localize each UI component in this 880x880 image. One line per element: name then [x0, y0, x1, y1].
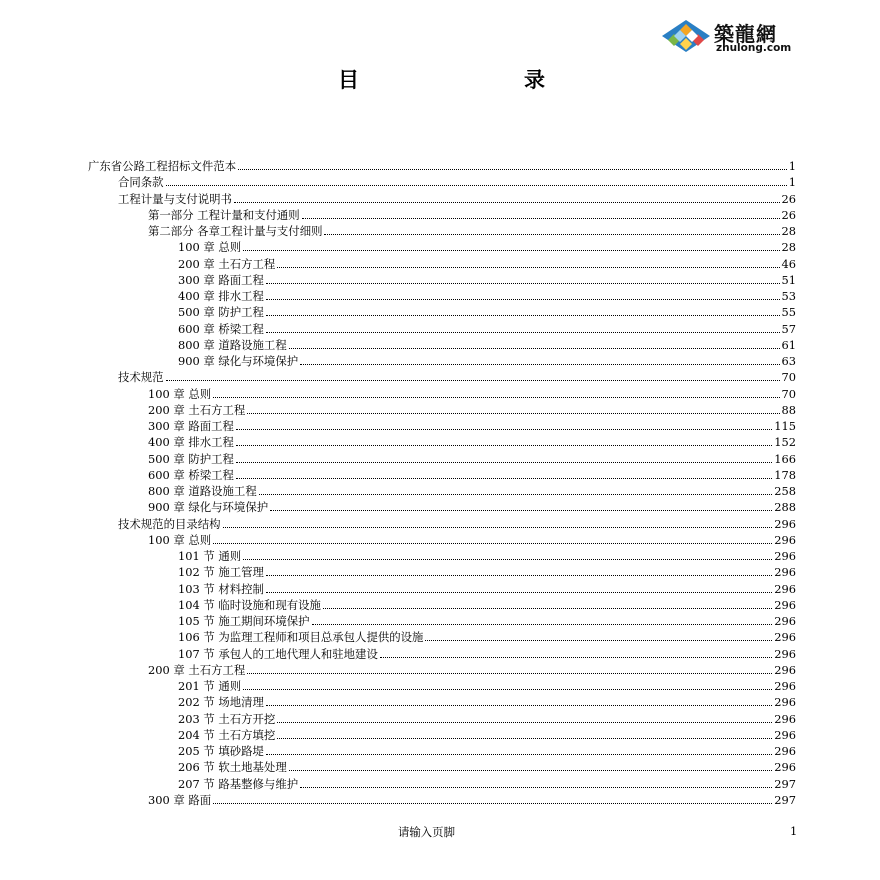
- toc-entry-title: 第二部分 各章工程计量与支付细则: [148, 224, 323, 238]
- toc-dot-leader: [266, 574, 772, 576]
- toc-entry-title: 100 章 总则: [148, 532, 212, 547]
- toc-dot-leader: [266, 704, 772, 706]
- toc-dot-leader: [213, 802, 772, 804]
- toc-entry-title: 106 节 为监理工程师和项目总承包人提供的设施: [178, 630, 424, 645]
- toc-entry-page: 70: [781, 370, 796, 385]
- toc-entry[interactable]: [148, 662, 796, 678]
- toc-entry-page: 26: [781, 207, 796, 222]
- toc-entry[interactable]: [148, 792, 796, 808]
- toc-entry-title: 207 节 路基整修与维护: [178, 776, 299, 791]
- toc-entry-title: 100 章 总则: [178, 240, 242, 255]
- toc-entry-title: 204 节 土石方填挖: [178, 727, 276, 742]
- toc-entry-title: 技术规范的目录结构: [118, 516, 221, 531]
- toc-entry-page: 297: [774, 776, 796, 791]
- toc-entry-page: 296: [774, 679, 796, 693]
- toc-entry[interactable]: [178, 304, 796, 320]
- toc-dot-leader: [289, 347, 780, 349]
- toc-entry-title: 102 节 施工管理: [178, 565, 264, 580]
- toc-dot-leader: [243, 558, 772, 560]
- toc-entry-title: 200 章 土石方工程: [148, 662, 246, 677]
- toc-dot-leader: [266, 591, 772, 593]
- toc-entry-title: 500 章 防护工程: [178, 305, 264, 320]
- zhulong-logo: [662, 14, 802, 58]
- toc-entry-page: 63: [781, 354, 796, 368]
- zhulong-logo-icon: [662, 20, 710, 52]
- toc-entry-title: 103 节 材料控制: [178, 581, 264, 596]
- toc-entry-title: 600 章 桥梁工程: [178, 321, 264, 336]
- toc-dot-leader: [302, 217, 780, 219]
- toc-entry-page: 296: [774, 695, 796, 710]
- toc-dot-leader: [277, 737, 772, 739]
- toc-entry-page: 296: [774, 646, 796, 661]
- toc-entry-title: 第一部分 工程计量和支付通则: [148, 207, 300, 222]
- toc-dot-leader: [324, 233, 779, 235]
- toc-entry-title: 300 章 路面工程: [148, 419, 234, 433]
- toc-entry[interactable]: [178, 564, 796, 580]
- toc-dot-leader: [277, 266, 779, 268]
- title-char-2: 录: [524, 68, 545, 92]
- toc-entry-title: 400 章 排水工程: [148, 435, 234, 450]
- toc-dot-leader: [289, 769, 773, 771]
- toc-entry-page: 297: [774, 792, 796, 807]
- toc-entry[interactable]: [178, 727, 796, 743]
- toc-entry[interactable]: [178, 321, 796, 337]
- toc-entry-title: 107 节 承包人的工地代理人和驻地建设: [178, 646, 378, 661]
- footer-text: 请输入页脚: [398, 825, 455, 839]
- toc-entry-title: 202 节 场地清理: [178, 695, 264, 710]
- toc-entry-page: 296: [774, 516, 796, 531]
- toc-entry[interactable]: [148, 402, 796, 418]
- toc-dot-leader: [266, 314, 780, 316]
- toc-entry[interactable]: [148, 532, 796, 548]
- toc-entry-page: 296: [774, 532, 796, 547]
- toc-entry-title: 200 章 土石方工程: [148, 402, 246, 417]
- logo-brand-text: 築龍網: [714, 22, 777, 46]
- toc-entry-title: 600 章 桥梁工程: [148, 467, 234, 482]
- toc-dot-leader: [213, 396, 779, 398]
- logo-domain-text: zhulong.com: [716, 42, 792, 54]
- toc-entry-page: 288: [774, 500, 796, 515]
- toc-dot-leader: [236, 444, 772, 446]
- toc-entry-title: 105 节 施工期间环境保护: [178, 614, 310, 628]
- toc-entry-page: 166: [774, 451, 796, 466]
- toc-entry[interactable]: [178, 337, 796, 353]
- toc-dot-leader: [236, 477, 772, 479]
- toc-entry[interactable]: [178, 743, 796, 759]
- toc-dot-leader: [223, 526, 773, 528]
- toc-entry-page: 88: [781, 402, 796, 417]
- toc-dot-leader: [236, 428, 772, 430]
- toc-dot-leader: [425, 639, 772, 641]
- toc-entry[interactable]: [118, 191, 796, 207]
- title-char-1: 目: [338, 68, 359, 92]
- toc-dot-leader: [380, 656, 772, 658]
- toc-entry-title: 技术规范: [118, 370, 164, 385]
- toc-entry-page: 296: [774, 549, 796, 563]
- toc-entry-page: 296: [774, 662, 796, 677]
- toc-entry-title: 200 章 土石方工程: [178, 256, 276, 271]
- toc-entry[interactable]: [178, 272, 796, 288]
- toc-dot-leader: [234, 201, 780, 203]
- toc-entry-page: 51: [781, 272, 796, 287]
- toc-entry-title: 800 章 道路设施工程: [148, 484, 257, 498]
- toc-entry-page: 178: [774, 467, 796, 482]
- toc-entry[interactable]: [148, 386, 796, 402]
- toc-entry[interactable]: [148, 467, 796, 483]
- toc-entry-title: 800 章 道路设施工程: [178, 337, 287, 352]
- toc-entry-title: 104 节 临时设施和现有设施: [178, 597, 321, 612]
- toc-entry[interactable]: [148, 499, 796, 515]
- toc-entry-page: 55: [781, 305, 796, 320]
- toc-entry-title: 201 节 通则: [178, 679, 242, 693]
- toc-entry[interactable]: [118, 174, 796, 190]
- toc-dot-leader: [266, 331, 780, 333]
- toc-entry[interactable]: [148, 434, 796, 450]
- toc-dot-leader: [247, 412, 779, 414]
- toc-entry-title: 900 章 绿化与环境保护: [178, 354, 299, 368]
- toc-entry-title: 300 章 路面: [148, 792, 212, 807]
- toc-entry[interactable]: [178, 776, 796, 792]
- toc-entry-page: 115: [774, 419, 796, 433]
- toc-dot-leader: [259, 493, 773, 495]
- toc-entry[interactable]: [178, 711, 796, 727]
- toc-entry-title: 203 节 土石方开挖: [178, 711, 276, 726]
- toc-entry-page: 28: [781, 224, 796, 238]
- toc-entry[interactable]: [178, 646, 796, 662]
- toc-dot-leader: [323, 607, 772, 609]
- toc-entry-title: 205 节 填砂路堤: [178, 744, 264, 758]
- toc-entry-title: 900 章 绿化与环境保护: [148, 500, 269, 515]
- toc-dot-leader: [300, 786, 772, 788]
- toc-entry[interactable]: [88, 158, 796, 174]
- toc-entry-page: 46: [781, 256, 796, 271]
- toc-entry[interactable]: [148, 483, 796, 499]
- toc-entry-page: 296: [774, 581, 796, 596]
- toc-entry[interactable]: [178, 239, 796, 255]
- toc-entry-page: 296: [774, 597, 796, 612]
- toc-entry-title: 广东省公路工程招标文件范本: [88, 159, 237, 173]
- toc-entry-page: 296: [774, 727, 796, 742]
- toc-entry[interactable]: [178, 678, 796, 694]
- toc-dot-leader: [312, 623, 773, 625]
- footer-page-number: 1: [790, 824, 798, 838]
- toc-entry-title: 工程计量与支付说明书: [118, 191, 232, 206]
- toc-entry-page: 152: [774, 435, 796, 450]
- toc-entry-title: 101 节 通则: [178, 549, 242, 563]
- toc-entry[interactable]: [148, 418, 796, 434]
- toc-entry-title: 合同条款: [118, 175, 164, 190]
- toc-entry[interactable]: [178, 353, 796, 369]
- toc-entry-page: 296: [774, 614, 796, 628]
- toc-dot-leader: [266, 753, 772, 755]
- toc-entry[interactable]: [178, 629, 796, 645]
- toc-dot-leader: [266, 282, 780, 284]
- toc-entry-page: 1: [788, 175, 796, 190]
- toc-entry[interactable]: [118, 516, 796, 532]
- toc-entry-page: 26: [781, 191, 796, 206]
- toc-entry[interactable]: [178, 548, 796, 564]
- toc-entry[interactable]: [148, 451, 796, 467]
- toc-entry-page: 28: [781, 240, 796, 255]
- toc-entry[interactable]: [178, 694, 796, 710]
- toc-dot-leader: [243, 688, 772, 690]
- toc-entry[interactable]: [148, 207, 796, 223]
- toc-entry-title: 100 章 总则: [148, 386, 212, 401]
- toc-entry-page: 1: [788, 159, 796, 173]
- toc-entry[interactable]: [178, 581, 796, 597]
- toc-dot-leader: [213, 542, 772, 544]
- toc-entry[interactable]: [178, 597, 796, 613]
- toc-dot-leader: [300, 363, 779, 365]
- toc-entry[interactable]: [178, 613, 796, 629]
- toc-entry-title: 206 节 软土地基处理: [178, 760, 287, 775]
- toc-entry-page: 296: [774, 565, 796, 580]
- toc-entry-page: 57: [781, 321, 796, 336]
- toc-entry-page: 70: [781, 386, 796, 401]
- toc-dot-leader: [166, 379, 780, 381]
- toc-entry-page: 296: [774, 744, 796, 758]
- toc-entry[interactable]: [148, 223, 796, 239]
- toc-dot-leader: [166, 184, 787, 186]
- toc-dot-leader: [247, 672, 772, 674]
- toc-dot-leader: [243, 249, 779, 251]
- toc-dot-leader: [236, 461, 772, 463]
- page-title: [0, 64, 880, 94]
- toc-entry-page: 296: [774, 630, 796, 645]
- toc-entry[interactable]: [118, 369, 796, 385]
- toc-dot-leader: [277, 721, 772, 723]
- toc-entry-title: 300 章 路面工程: [178, 272, 264, 287]
- toc-entry-page: 296: [774, 711, 796, 726]
- toc-entry-page: 61: [781, 337, 796, 352]
- toc-entry-title: 500 章 防护工程: [148, 451, 234, 466]
- toc-entry-page: 258: [774, 484, 796, 498]
- toc-dot-leader: [266, 298, 780, 300]
- toc-entry[interactable]: [178, 288, 796, 304]
- toc-dot-leader: [238, 168, 787, 170]
- toc-entry[interactable]: [178, 256, 796, 272]
- toc-entry-title: 400 章 排水工程: [178, 289, 264, 303]
- toc-entry[interactable]: [178, 759, 796, 775]
- toc-entry-page: 53: [781, 289, 796, 303]
- toc-dot-leader: [270, 509, 772, 511]
- toc-entry-page: 296: [774, 760, 796, 775]
